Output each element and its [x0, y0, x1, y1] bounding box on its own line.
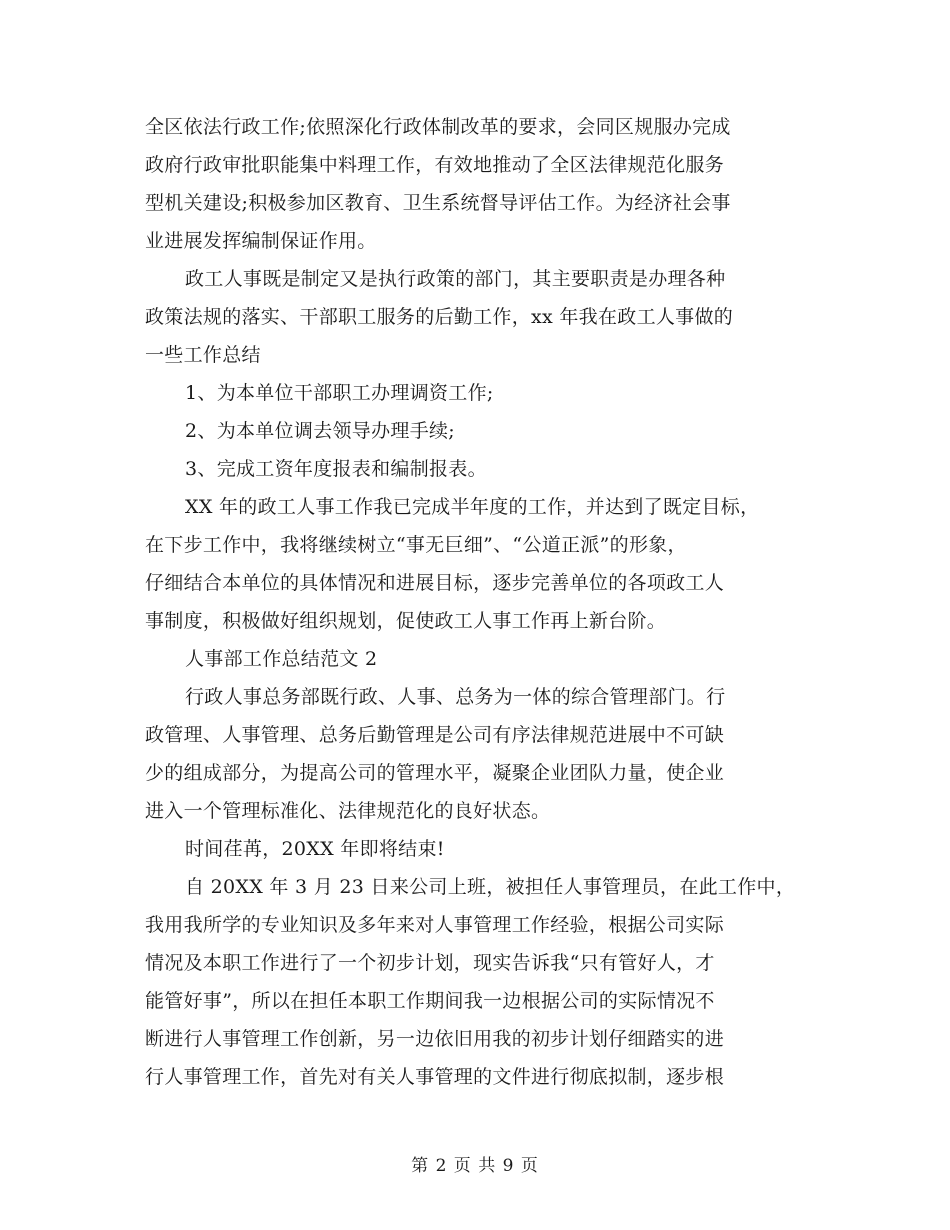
text-line: 政工人事既是制定又是执行政策的部门，其主要职责是办理各种 [185, 268, 726, 290]
text-line: 我用我所学的专业知识及多年来对人事管理工作经验，根据公司实际 [145, 914, 725, 936]
text-line: 少的组成部分，为提高公司的管理水平，凝聚企业团队力量，使企业 [145, 762, 725, 784]
text-line: 2、为本单位调去领导办理手续; [185, 420, 455, 442]
text-line: 时间荏苒，20XX 年即将结束! [185, 838, 445, 860]
text-line: 在下步工作中，我将继续树立“事无巨细”、“公道正派”的形象， [145, 534, 687, 556]
text-line: 政管理、人事管理、总务后勤管理是公司有序法律规范进展中不可缺 [145, 724, 725, 746]
text-line: 一些工作总结 [145, 344, 261, 366]
text-line: XX 年的政工人事工作我已完成半年度的工作，并达到了既定目标， [185, 496, 760, 518]
text-line: 政府行政审批职能集中料理工作，有效地推动了全区法律规范化服务 [145, 154, 725, 176]
text-line: 3、完成工资年度报表和编制报表。 [185, 458, 487, 480]
text-line: 行人事管理工作，首先对有关人事管理的文件进行彻底拟制，逐步根 [145, 1066, 725, 1088]
text-line: 1、为本单位干部职工办理调资工作; [185, 382, 494, 404]
text-line: 事制度，积极做好组织规划，促使政工人事工作再上新台阶。 [145, 610, 667, 632]
text-line: 进入一个管理标准化、法律规范化的良好状态。 [145, 800, 551, 822]
text-line: 行政人事总务部既行政、人事、总务为一体的综合管理部门。行 [185, 686, 726, 708]
text-line: 自 20XX 年 3 月 23 日来公司上班，被担任人事管理员，在此工作中， [185, 876, 796, 898]
text-line: 型机关建设;积极参加区教育、卫生系统督导评估工作。为经济社会事 [145, 192, 731, 214]
text-line: 情况及本职工作进行了一个初步计划，现实告诉我“只有管好人，才 [145, 952, 715, 974]
text-line: 人事部工作总结范文 2 [185, 648, 378, 670]
text-line: 断进行人事管理工作创新，另一边依旧用我的初步计划仔细踏实的进 [145, 1028, 725, 1050]
text-line: 仔细结合本单位的具体情况和进展目标，逐步完善单位的各项政工人 [145, 572, 725, 594]
text-line: 能管好事”，所以在担任本职工作期间我一边根据公司的实际情况不 [145, 990, 715, 1012]
text-line: 政策法规的落实、干部职工服务的后勤工作，xx 年我在政工人事做的 [145, 306, 734, 328]
text-line: 业进展发挥编制保证作用。 [145, 230, 377, 252]
text-line: 全区依法行政工作;依照深化行政体制改革的要求，会同区规服办完成 [145, 116, 731, 138]
page-footer: 第 2 页 共 9 页 [411, 1156, 539, 1176]
document-body [145, 108, 845, 1096]
